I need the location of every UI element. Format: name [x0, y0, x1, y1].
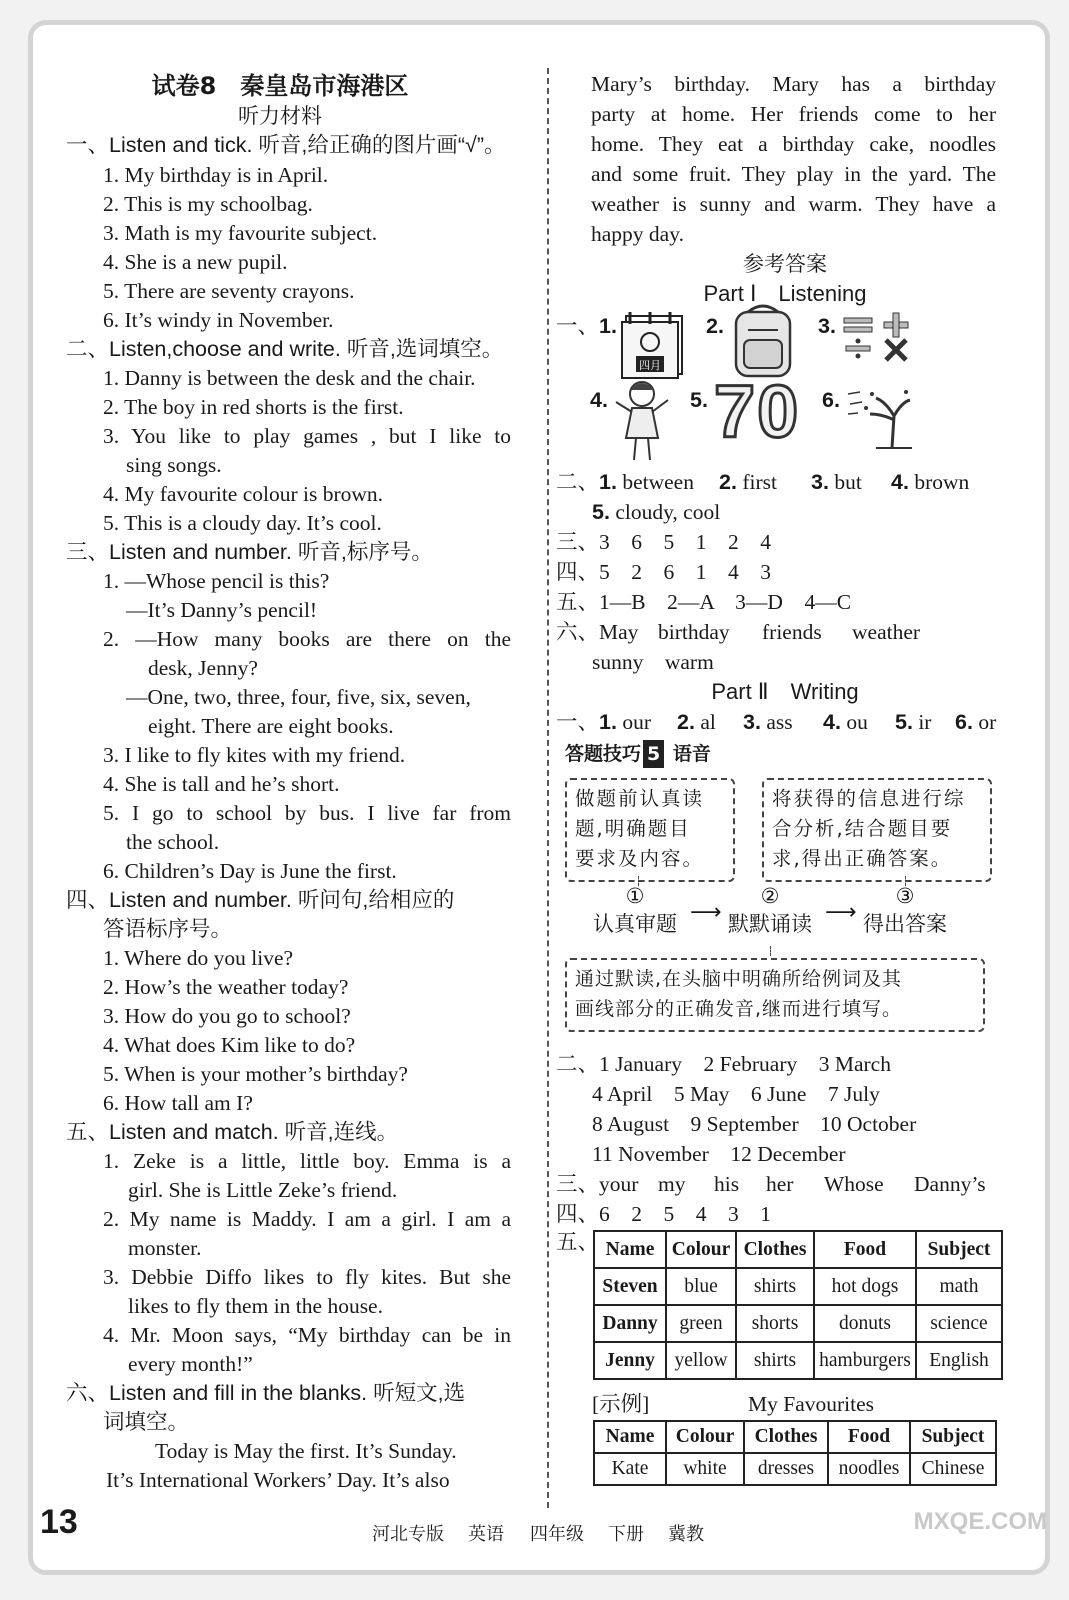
list-item: 1. Danny is between the desk and the chair. [103, 366, 476, 390]
answer-section-3: 三、3 6 5 1 2 4 [556, 530, 772, 554]
seventy-picture: 70 [714, 370, 801, 453]
footer-publisher: 冀教 [668, 1524, 704, 1545]
page-title: 试卷8 秦皇岛市海港区 [151, 72, 409, 100]
list-item: 3. Math is my favourite subject. [103, 221, 378, 245]
example-label: [示例] [592, 1392, 650, 1416]
footer-subject: 英语 [468, 1524, 504, 1545]
example-table [593, 1420, 997, 1486]
section-6-heading: 六、Listen and fill in the blanks. 听短文,选 [66, 1381, 466, 1405]
list-item: 6. Children’s Day is June the first. [103, 859, 397, 883]
part-2-heading: Part Ⅱ Writing [711, 679, 859, 704]
list-item: 2. —How many books are there on the [103, 627, 511, 651]
answer-6-cont: sunny warm [592, 650, 714, 674]
column-divider [547, 68, 549, 1508]
arrow-icon: ⟶ [690, 900, 722, 925]
list-item: 1. Zeke is a little, little boy. Emma is a [103, 1149, 511, 1173]
section-5-heading: 五、Listen and match. 听音,连线。 [66, 1120, 399, 1144]
section-1-heading: 一、Listen and tick. 听音,给正确的图片画“√”。 [66, 133, 506, 157]
table-header: Colour [666, 1231, 736, 1268]
table-header: Name [594, 1231, 666, 1268]
list-item: 2. My name is Maddy. I am a girl. I am a [103, 1207, 511, 1231]
list-item: 5. There are seventy crayons. [103, 279, 355, 303]
table-header: Clothes [744, 1421, 828, 1453]
list-item: 1. —Whose pencil is this? [103, 569, 330, 593]
answer-num: 5. [690, 388, 708, 412]
windy-tree-picture [846, 380, 916, 450]
step-3: ③ 得出答案 [863, 884, 947, 936]
list-item: monster. [128, 1236, 202, 1260]
table-row: Kate white dresses noodles Chinese [594, 1453, 996, 1485]
writing-section-1: 一、1. our 2. al 3. ass 4. ou 5. ir 6. or [556, 710, 997, 734]
writing-section-5-marker: 五、 [556, 1230, 600, 1254]
part-1-heading: Part Ⅰ Listening [703, 281, 867, 306]
list-item: —It’s Danny’s pencil! [126, 598, 318, 622]
table-header: Colour [666, 1421, 744, 1453]
table-header: Subject [910, 1421, 996, 1453]
passage-line: Today is May the first. It’s Sunday. [155, 1439, 457, 1463]
list-item: 4. What does Kim like to do? [103, 1033, 356, 1057]
list-item: 3. Debbie Diffo likes to fly kites. But she [103, 1265, 511, 1289]
passage-line: Mary’s birthday. Mary has a birthday [591, 72, 996, 96]
answer-section-6: 六、May birthday friends weather [556, 620, 921, 644]
answer-title: 参考答案 [743, 252, 827, 276]
section-3-heading: 三、Listen and number. 听音,标序号。 [66, 540, 433, 564]
list-item: 3. You like to play games , but I like to [103, 424, 511, 448]
answer-num: 4. [590, 388, 608, 412]
section-4-heading: 四、Listen and number. 听问句,给相应的 [66, 888, 455, 912]
list-item: 1. My birthday is in April. [103, 163, 329, 187]
step-2: ② 默默诵读 [728, 884, 812, 936]
list-item: 4. Mr. Moon says, “My birthday can be in [103, 1323, 511, 1347]
answer-2-5: 5. cloudy, cool [592, 500, 721, 524]
answer-section-5: 五、1—B 2—A 3—D 4—C [556, 590, 852, 614]
watermark-logo: MXQE.COM [913, 1508, 1047, 1535]
section-6-heading-cont: 词填空。 [103, 1410, 190, 1434]
list-item: 6. How tall am I? [103, 1091, 253, 1115]
passage-line: party at home. Her friends come to her [591, 102, 996, 126]
table-header: Clothes [736, 1231, 814, 1268]
tip-box-read: 做题前认真读 题,明确题目 要求及内容。 [565, 778, 735, 882]
list-item: 5. I go to school by bus. I live far from [103, 801, 511, 825]
new-pupil-picture [612, 378, 672, 464]
months-line: 8 August 9 September 10 October [592, 1112, 917, 1136]
arrow-icon: ⟶ [825, 900, 857, 925]
tip-box-recite: 通过默读,在头脑中明确所给例词及其 画线部分的正确发音,继而进行填写。 [565, 958, 985, 1032]
list-item: eight. There are eight books. [148, 714, 394, 738]
list-item: every month!” [128, 1352, 253, 1376]
section-2-heading: 二、Listen,choose and write. 听音,选词填空。 [66, 337, 504, 361]
writing-section-4: 四、6 2 5 4 3 1 [556, 1202, 772, 1226]
page-number: 13 [40, 1503, 78, 1541]
list-item: sing songs. [126, 453, 222, 477]
answer-num: 6. [822, 388, 840, 412]
passage-line: It’s International Workers’ Day. It’s also [106, 1468, 450, 1492]
calendar-picture [620, 308, 690, 380]
passage-line: and some fruit. They play in the yard. The [591, 162, 996, 186]
list-item: girl. She is Little Zeke’s friend. [128, 1178, 398, 1202]
svg-text:四月: 四月 [639, 359, 661, 372]
table-header: Food [814, 1231, 916, 1268]
months-line: 4 April 5 May 6 June 7 July [592, 1082, 880, 1106]
passage-line: home. They eat a birthday cake, noodles [591, 132, 996, 156]
footer-edition: 河北专版 [372, 1524, 444, 1545]
table-header: Food [828, 1421, 910, 1453]
passage-line: weather is sunny and warm. They have a [591, 192, 996, 216]
list-item: desk, Jenny? [148, 656, 258, 680]
tip-heading: 答题技巧 5 语音 [565, 740, 711, 768]
list-item: 3. I like to fly kites with my friend. [103, 743, 406, 767]
tip-box-analyze: 将获得的信息进行综 合分析,结合题目要 求,得出正确答案。 [762, 778, 992, 882]
writing-section-3: 三、your my his her Whose Danny’s [556, 1172, 986, 1196]
table-row: Danny green shorts donuts science [594, 1305, 1002, 1342]
footer-volume: 下册 [608, 1524, 644, 1545]
example-title: My Favourites [748, 1392, 875, 1416]
section-4-heading-cont: 答语标序号。 [103, 917, 233, 941]
passage-line: happy day. [591, 222, 684, 246]
answer-num: 3. [818, 314, 836, 338]
months-line: 二、1 January 2 February 3 March [556, 1052, 891, 1076]
list-item: 1. Where do you live? [103, 946, 294, 970]
table-header: Name [594, 1421, 666, 1453]
answer-section-4: 四、5 2 6 1 4 3 [556, 560, 772, 584]
list-item: 5. This is a cloudy day. It’s cool. [103, 511, 382, 535]
list-item: 2. How’s the weather today? [103, 975, 349, 999]
math-symbols-picture [842, 312, 912, 364]
list-item: 2. This is my schoolbag. [103, 192, 313, 216]
step-1: ① 认真审题 [593, 884, 677, 936]
table-row: Jenny yellow shirts hamburgers English [594, 1342, 1002, 1379]
list-item: 2. The boy in red shorts is the first. [103, 395, 404, 419]
list-item: 3. How do you go to school? [103, 1004, 351, 1028]
list-item: —One, two, three, four, five, six, seven, [126, 685, 471, 709]
list-item: 4. She is a new pupil. [103, 250, 288, 274]
table-header: Subject [916, 1231, 1002, 1268]
list-item: 4. My favourite colour is brown. [103, 482, 384, 506]
answer-num: 2. [706, 314, 724, 338]
list-item: the school. [126, 830, 220, 854]
table-row: Steven blue shirts hot dogs math [594, 1268, 1002, 1305]
list-item: 4. She is tall and he’s short. [103, 772, 340, 796]
answer-section-1: 一、1. [556, 314, 617, 338]
tip-number-badge: 5 [643, 740, 664, 768]
page-subtitle: 听力材料 [238, 104, 322, 128]
list-item: 6. It’s windy in November. [103, 308, 334, 332]
footer-grade: 四年级 [530, 1524, 584, 1545]
list-item: likes to fly them in the house. [128, 1294, 383, 1318]
months-line: 11 November 12 December [592, 1142, 846, 1166]
list-item: 5. When is your mother’s birthday? [103, 1062, 408, 1086]
connector [770, 946, 772, 956]
favourites-table [593, 1230, 1003, 1380]
answer-section-2: 二、1. between 2. first 3. but 4. brown [556, 470, 970, 494]
